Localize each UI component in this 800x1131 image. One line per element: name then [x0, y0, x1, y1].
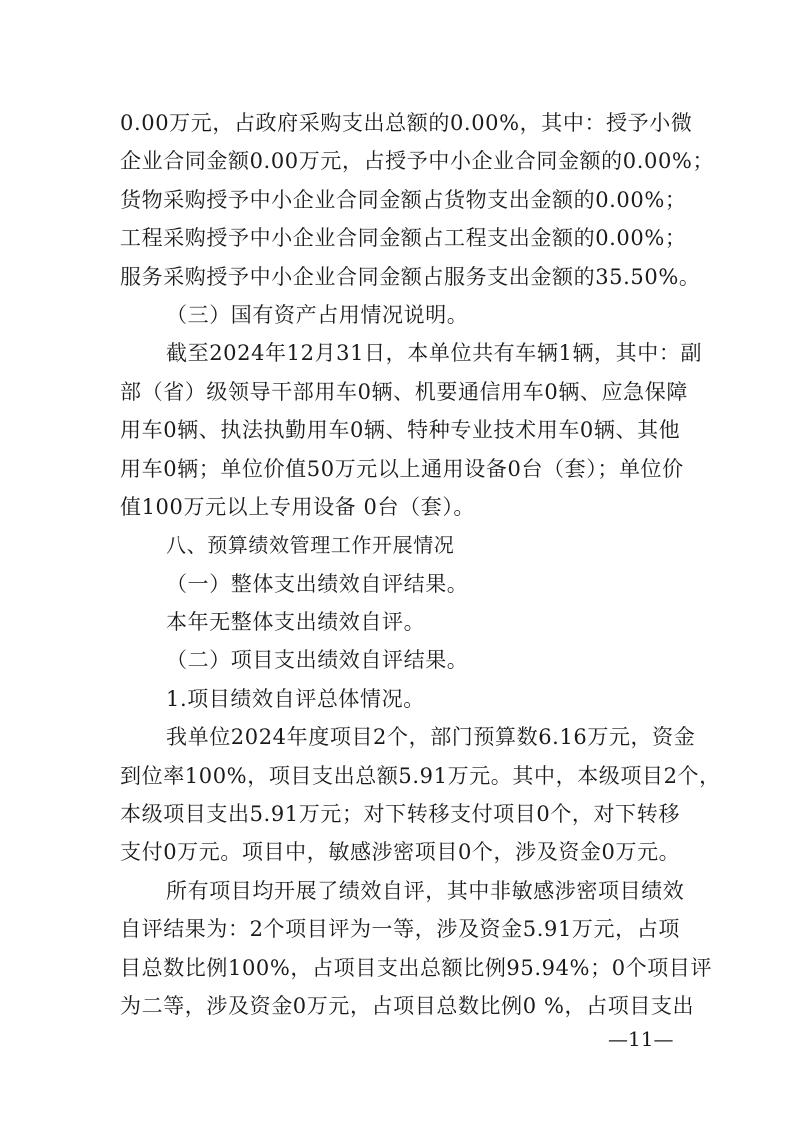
text-line: 用车0辆；单位价值50万元以上通用设备0台（套）；单位价 [120, 456, 684, 481]
subsection-heading: 1.项目绩效自评总体情况。 [166, 686, 425, 711]
section-heading: 八、预算绩效管理工作开展情况 [166, 533, 455, 558]
text-line: 本级项目支出5.91万元；对下转移支付项目0个，对下转移 [120, 802, 680, 827]
text-line: 目总数比例100%，占项目支出总额比例95.94%；0个项目评 [120, 955, 713, 980]
paragraph-start-line: 截至2024年12月31日，本单位共有车辆1辆，其中：副 [166, 341, 703, 366]
text-line: 货物采购授予中小企业合同金额占货物支出金额的0.00%； [120, 187, 687, 212]
paragraph-start-line: 我单位2024年度项目2个，部门预算数6.16万元，资金 [166, 725, 696, 750]
text-line: 自评结果为：2个项目评为一等，涉及资金5.91万元，占项 [120, 917, 680, 942]
text-line: 服务采购授予中小企业合同金额占服务支出金额的35.50%。 [120, 264, 701, 289]
text-line: 0.00万元，占政府采购支出总额的0.00%，其中：授予小微 [120, 111, 693, 135]
text-line: 企业合同金额0.00万元，占授予中小企业合同金额的0.00%； [120, 149, 715, 174]
paragraph-start-line: 本年无整体支出绩效自评。 [166, 610, 426, 635]
text-line: 工程采购授予中小企业合同金额占工程支出金额的0.00%； [120, 226, 687, 251]
text-line: 值100万元以上专用设备 0台（套）。 [120, 494, 476, 519]
subsection-heading: （三）国有资产占用情况说明。 [166, 302, 469, 327]
text-line: 到位率100%，项目支出总额5.91万元。其中，本级项目2个， [120, 763, 721, 788]
page-number: —11— [608, 1027, 674, 1051]
document-body [120, 104, 721, 1025]
text-line: 支付0万元。项目中，敏感涉密项目0个，涉及资金0万元。 [120, 840, 681, 865]
paragraph-start-line: 所有项目均开展了绩效自评，其中非敏感涉密项目绩效 [166, 878, 685, 903]
text-line: 部（省）级领导干部用车0辆、机要通信用车0辆、应急保障 [120, 379, 688, 404]
subsection-heading: （一）整体支出绩效自评结果。 [166, 571, 469, 596]
subsection-heading: （二）项目支出绩效自评结果。 [166, 648, 469, 673]
text-line: 用车0辆、执法执勤用车0辆、特种专业技术用车0辆、其他 [120, 418, 681, 443]
text-line: 为二等，涉及资金0万元，占项目总数比例0 %，占项目支出 [120, 993, 695, 1018]
